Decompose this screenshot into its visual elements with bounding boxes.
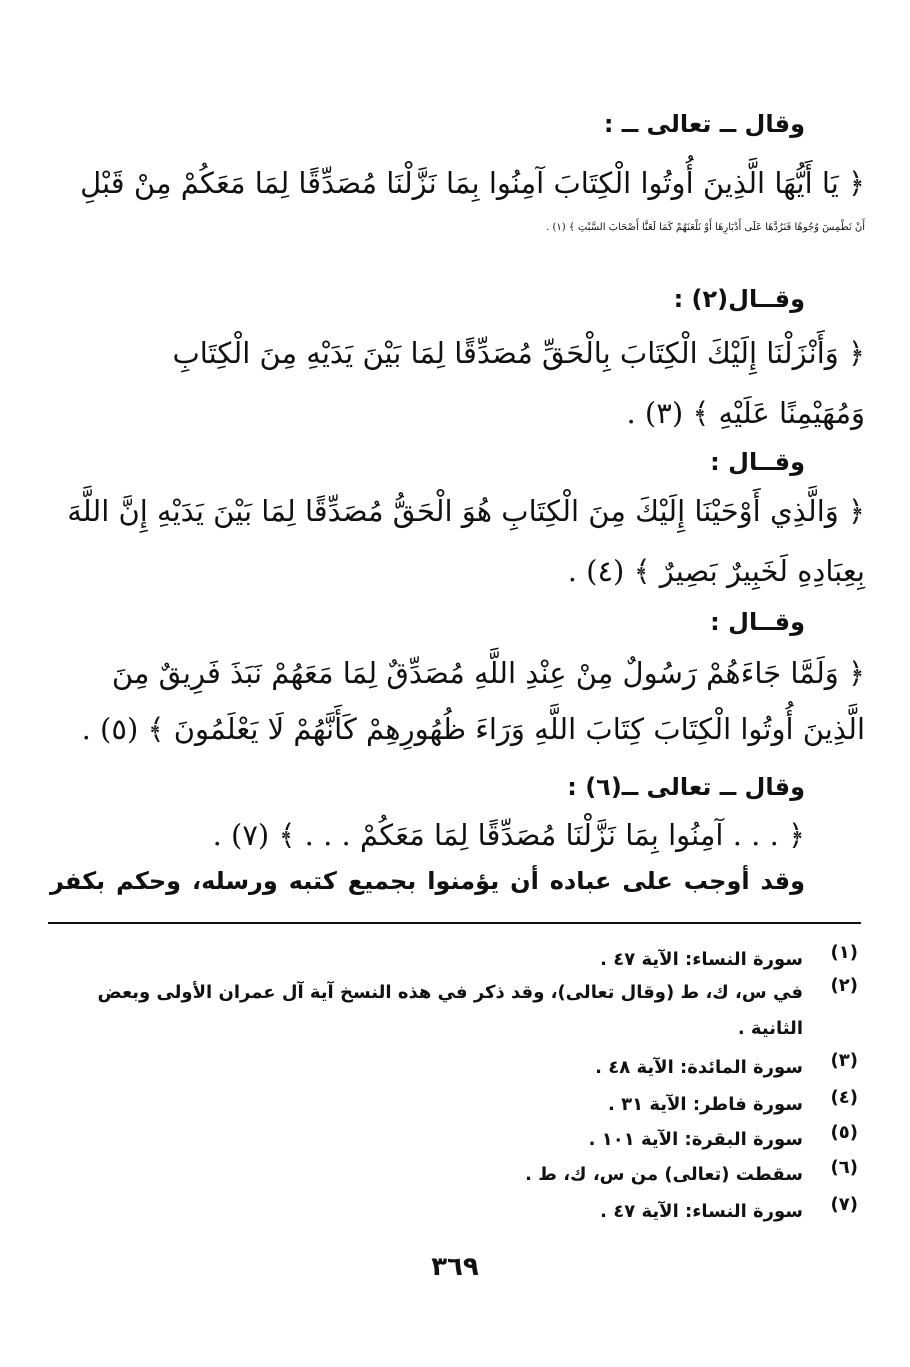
verse-2-line-1: ﴿ وَأَنْزَلْنَا إِلَيْكَ الْكِتَابَ بِالْحَقِّ مُصَدِّقًا لِمَا بَيْنَ يَدَيْهِ مِنَ الْكِتَابِ xyxy=(172,336,865,370)
footnote-text: سورة البقرة: الآية ١٠١ . xyxy=(588,1129,803,1150)
footnote-5 xyxy=(50,1122,858,1158)
verse-intro-1: وقال ــ تعالى ــ : xyxy=(603,110,805,138)
body-paragraph-line: وقد أوجب على عباده أن يؤمنوا بجميع كتبه ورسله، وحكم بكفر xyxy=(50,867,805,895)
verse-intro-5: وقال ــ تعالى ــ(٦) : xyxy=(567,773,805,801)
footnote-4 xyxy=(50,1087,858,1123)
footnote-number: (٥) xyxy=(830,1122,858,1143)
verse-4-line-1: ﴿ وَلَمَّا جَاءَهُمْ رَسُولٌ مِنْ عِنْدِ اللَّهِ مُصَدِّقٌ لِمَا مَعَهُمْ نَبَذَ فَرِيقٌ مِنَ xyxy=(111,656,865,690)
footnote-text: سورة المائدة: الآية ٤٨ . xyxy=(595,1057,803,1078)
verse-4-line-2: الَّذِينَ أُوتُوا الْكِتَابَ كِتَابَ اللَّهِ وَرَاءَ ظُهُورِهِمْ كَأَنَّهُمْ لَا يَعْلَمُونَ ﴾ (٥) . xyxy=(81,712,865,746)
verse-intro-4: وقــال : xyxy=(710,608,805,636)
footnote-separator xyxy=(48,922,861,924)
footnote-6 xyxy=(50,1157,858,1193)
footnote-text: في س، ك، ط (وقال تعالى)، وقد ذكر في هذه النسخ آية آل عمران الأولى وبعض الثانية . xyxy=(97,982,803,1039)
footnote-number: (٤) xyxy=(830,1087,858,1108)
footnote-text: سورة فاطر: الآية ٣١ . xyxy=(607,1094,803,1115)
footnote-1 xyxy=(50,942,858,978)
footnote-number: (٧) xyxy=(830,1194,858,1215)
footnote-text: سقطت (تعالى) من س، ك، ط . xyxy=(525,1164,803,1185)
verse-3-line-2: بِعِبَادِهِ لَخَبِيرٌ بَصِيرٌ ﴾ (٤) . xyxy=(567,554,865,588)
verse-intro-2: وقــال(٢) : xyxy=(673,285,805,313)
footnote-7 xyxy=(50,1194,858,1230)
verse-intro-3: وقــال : xyxy=(710,448,805,476)
footnote-text: سورة النساء: الآية ٤٧ . xyxy=(600,949,803,970)
footnote-number: (٢) xyxy=(830,975,858,996)
footnote-number: (٣) xyxy=(830,1050,858,1071)
footnote-number: (٦) xyxy=(830,1157,858,1178)
footnote-3 xyxy=(50,1050,858,1086)
footnote-number: (١) xyxy=(830,942,858,963)
footnote-2 xyxy=(50,975,858,1047)
verse-1-line-1: ﴿ يَا أَيُّهَا الَّذِينَ أُوتُوا الْكِتَابَ آمِنُوا بِمَا نَزَّلْنَا مُصَدِّقًا لِمَا مَعَكُمْ مِنْ قَبْلِ xyxy=(80,166,865,200)
page-number: ٣٦٩ xyxy=(431,1252,479,1282)
verse-1-line-2: أَنْ نَطْمِسَ وُجُوهًا فَنَرُدَّهَا عَلَى أَدْبَارِهَا أَوْ نَلْعَنَهُمْ كَمَا لَعَنَّا أَصْحَابَ السَّبْتِ ﴾ (١) . xyxy=(546,222,865,233)
verse-2-line-2: وَمُهَيْمِنًا عَلَيْهِ ﴾ (٣) . xyxy=(626,396,865,430)
verse-5-line-1: ﴿ . . . آمِنُوا بِمَا نَزَّلْنَا مُصَدِّقًا لِمَا مَعَكُمْ . . . ﴾ (٧) . xyxy=(212,818,805,852)
footnote-text: سورة النساء: الآية ٤٧ . xyxy=(600,1201,803,1222)
verse-3-line-1: ﴿ وَالَّذِي أَوْحَيْنَا إِلَيْكَ مِنَ الْكِتَابِ هُوَ الْحَقُّ مُصَدِّقًا لِمَا بَيْنَ يَدَيْهِ إِنَّ اللَّهَ xyxy=(67,494,865,528)
